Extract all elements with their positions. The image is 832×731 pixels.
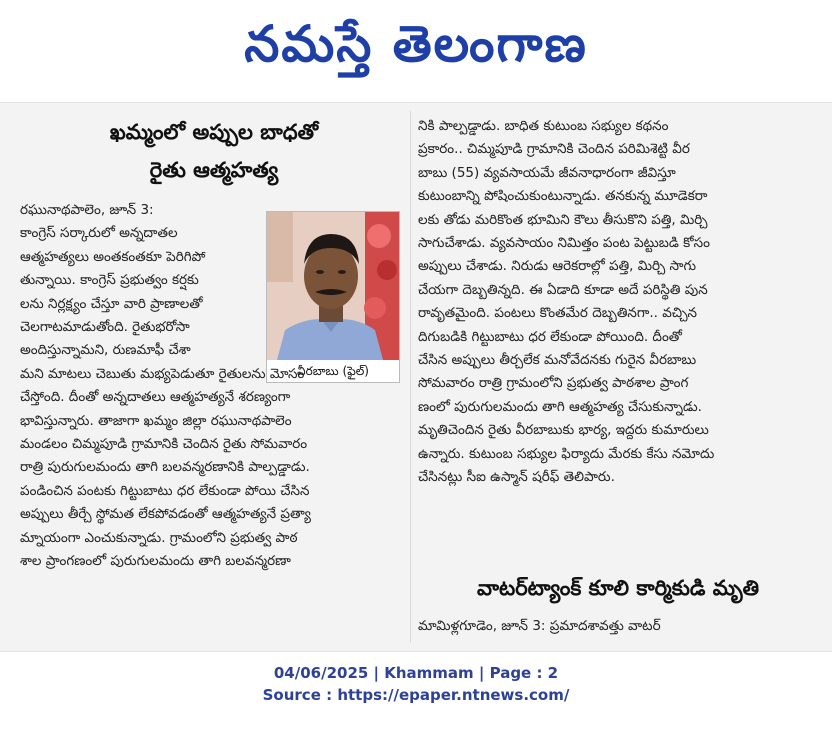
text-line: ణంలో పురుగులమందు తాగి ఆత్మహత్య చేసుకున్నాడు.	[418, 398, 702, 415]
text-line: శాల ప్రాంగణంలో పురుగులమందు తాగి బలవన్మరణా	[20, 553, 291, 570]
newspaper-clipping	[0, 102, 832, 652]
text-line: చెలగాటమాడుతోంది. రైతుభరోసా	[20, 319, 190, 336]
text-line: రఘునాథపాలెం, జూన్ 3:	[20, 202, 154, 218]
text-line: చేసినట్లు సీఐ ఉస్మాన్ షరీఫ్ తెలిపారు.	[418, 469, 615, 486]
text-line: అప్పులు చేశాడు. నిరుడు ఆరెకరాల్లో పత్తి, మిర్చి సాగు	[418, 258, 696, 275]
text-line: రావృతమైంది. పంటలు కొంతమేర దెబ్బతినగా.. వచ్చిన	[418, 305, 698, 322]
masthead	[0, 0, 832, 100]
text-line: అప్పులు తీర్చే స్థోమత లేకపోవడంతో ఆత్మహత్యనే ప్రత్యా	[20, 506, 311, 523]
second-article-body	[418, 615, 818, 638]
article-body-right	[418, 115, 818, 490]
text-line: దిగుబడికి గిట్టుబాటు ధర లేకుండా పోయింది. దీంతో	[418, 328, 682, 345]
text-line: ప్రకారం.. చిమ్మపూడి గ్రామానికి చెందిన పరిమిశెట్టి వీర	[418, 141, 690, 158]
second-article-headline: వాటర్‌ట్యాంక్ కూలి కార్మికుడి మృతి	[476, 576, 760, 600]
text-line: సాగుచేశాడు. వ్యవసాయం నిమిత్తం పంట పెట్టుబడి కోసం	[418, 235, 710, 252]
text-line: చేసిన అప్పులు తీర్చలేక మనోవేదనకు గురైన వీరబాబు	[418, 352, 697, 369]
headline-line-1: ఖమ్మంలో అప్పుల బాధతో	[109, 120, 319, 144]
source-link: Source : https://epaper.ntnews.com/	[262, 686, 570, 704]
text-line: చేస్తోంది. దీంతో అన్నదాతలు ఆత్మహత్యనే శరణ్యంగా	[20, 389, 291, 406]
text-line: మ్నాయంగా ఎంచుకున్నాడు. గ్రామంలోని ప్రభుత్వ పాఠ	[20, 529, 298, 546]
text-line: మండలం చిమ్మపూడి గ్రామానికి చెందిన రైతు సోమవారం	[20, 436, 308, 453]
article-column-left	[20, 103, 408, 651]
text-line: ఉన్నారు. కుటుంబ సభ్యుల ఫిర్యాదు మేరకు కేసు నమోదు	[418, 445, 715, 462]
text-line: లకు తోడు మరికొంత భూమిని కౌలు తీసుకొని పత్తి, మిర్చి	[418, 211, 708, 228]
text-line: మృతిచెందిన రైతు వీరబాబుకు భార్య, ఇద్దరు కుమారులు	[418, 422, 709, 439]
text-line: సోమవారం రాత్రి గ్రామంలోని ప్రభుత్వ పాఠశాల ప్రాంగ	[418, 375, 689, 392]
text-line: రాత్రి పురుగులమందు తాగి బలవన్మరణానికి పాల్పడ్డాడు.	[20, 459, 310, 476]
text-line: చేయగా దెబ్బతిన్నది. ఈ ఏడాది కూడా అదే పరిస్థితి పున	[418, 281, 708, 298]
text-line: తున్నాయి. కాంగ్రెస్ ప్రభుత్వం కర్షకు	[20, 272, 199, 289]
headline-line-2: రైతు ఆత్మహత్య	[149, 158, 279, 182]
newspaper-logo: నమస్తే తెలంగాణ	[244, 14, 588, 73]
text-line: కుటుంబాన్ని పోషించుకుంటున్నాడు. తనకున్న మూడెకరా	[418, 188, 708, 205]
article-body-left	[20, 199, 408, 574]
text-line: ఆత్మహత్యలు అంతకంతకూ పెరిగిపో	[20, 248, 206, 265]
text-line: మామిళ్లగూడెం, జూన్ 3: ప్రమాదశావత్తు వాటర్	[418, 618, 661, 634]
article-headline	[20, 113, 408, 189]
photo-caption: వీరబాబు (ఫైల్)	[267, 360, 399, 382]
text-line: పండించిన పంటకు గిట్టుబాటు ధర లేకుండా పోయి చేసిన	[20, 482, 310, 499]
text-line: మని మాటలు చెబుతు మభ్యపెడుతూ రైతులను మోసం	[20, 365, 305, 382]
text-line: బాబు (55) వ్యవసాయమే జీవనాధారంగా జీవిస్తూ	[418, 164, 676, 181]
article-column-right	[418, 103, 818, 651]
text-line: లను నిర్లక్ష్యం చేస్తూ వారి ప్రాణాలతో	[20, 295, 203, 312]
text-line: కాంగ్రెస్ సర్కారులో అన్నదాతల	[20, 225, 178, 242]
column-divider	[410, 111, 411, 643]
page-footer	[0, 662, 832, 706]
text-line: నికి పాల్పడ్డాడు. బాధిత కుటుంబ సభ్యుల కథనం	[418, 118, 669, 134]
text-line: అందిస్తున్నామని, రుణమాఫీ చేశా	[20, 342, 191, 359]
edition-info: 04/06/2025 | Khammam | Page : 2	[273, 664, 559, 682]
text-line: భావిస్తున్నారు. తాజాగా ఖమ్మం జిల్లా రఘునాథపాలెం	[20, 412, 292, 429]
